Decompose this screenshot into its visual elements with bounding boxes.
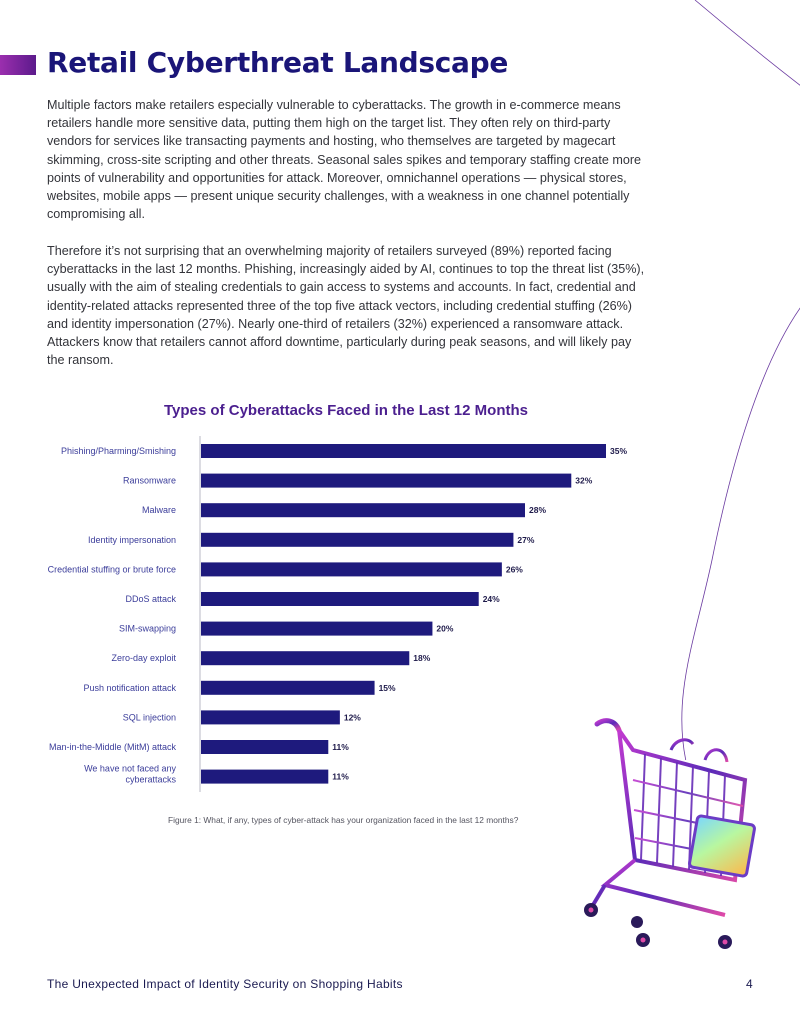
bar-11: [201, 770, 328, 784]
body-paragraph-1: Multiple factors make retailers especially vulnerable to cyberattacks. The growth in e-commerce means retailers handle more sensitive data, putting them high on the target list. They often rely on third-party vendors for services like transacting payments and hosting, who themselves are targeted by magecart skimming, cross-site scripting and other threats. Seasonal sales spikes and temporary staffing create more points of vulnerability and opportunities for attack. Moreover, omnichannel operations — physical stores, websites, mobile apps — present unique security challenges, with a weakness in one channel potentially compromising all.: [47, 98, 642, 222]
category-label-1: Ransomware: [122, 475, 176, 486]
body-paragraph-2: Therefore it’s not surprising that an overwhelming majority of retailers surveyed (89%) reported facing cyberattacks in the last 12 months. Phishing, increasingly aided by AI, continues to top the threat list (35%), usually with the aim of stealing credentials to gain access to systems and accounts. In fact, credential and identity-related attacks represented three of the top five attack vectors, including credential stuffing (26%) and identity impersonation (27%). Nearly one-third of retailers (32%) experienced a ransomware attack. Attackers know that retailers cannot afford downtime, particularly during peak seasons, and will likely pay the ransom.: [47, 244, 645, 368]
bar-value-label-10: 11%: [332, 742, 349, 752]
page-number: 4: [746, 977, 753, 991]
category-label-10: Man-in-the-Middle (MitM) attack: [48, 742, 176, 752]
bar-value-label-5: 24%: [482, 594, 500, 604]
bar-3: [201, 533, 513, 547]
category-label-0: Phishing/Pharming/Smishing: [60, 446, 176, 456]
category-label-7: Zero-day exploit: [111, 653, 176, 664]
bar-value-label-8: 15%: [378, 682, 396, 693]
category-label-2: Malware: [141, 505, 176, 516]
bar-5: [201, 592, 479, 606]
bar-value-label-4: 26%: [505, 564, 523, 575]
category-label-4: Credential stuffing or brute force: [47, 564, 176, 575]
bar-8: [201, 681, 375, 695]
bar-value-label-11: 11%: [332, 771, 349, 782]
chart-title: Types of Cyberattacks Faced in the Last 12 Months: [164, 402, 528, 419]
bar-6: [201, 622, 432, 636]
shopping-cart-image: [575, 710, 775, 960]
bar-7: [201, 651, 409, 665]
figure-caption: Figure 1: What, if any, types of cyber-attack has your organization faced in the last 12 months?: [168, 815, 519, 825]
bar-0: [201, 444, 606, 458]
bar-4: [201, 562, 502, 576]
category-label-5: DDoS attack: [125, 594, 176, 604]
bar-value-label-3: 27%: [517, 534, 535, 545]
bar-2: [201, 503, 525, 517]
category-label-11: We have not faced any cyberattacks: [84, 763, 176, 785]
title-accent-bar: [0, 55, 36, 75]
category-label-6: SIM-swapping: [118, 623, 176, 634]
bar-value-label-6: 20%: [436, 623, 454, 634]
bar-1: [201, 474, 571, 488]
bar-9: [201, 710, 340, 724]
bar-value-label-2: 28%: [529, 505, 547, 516]
bar-value-label-1: 32%: [575, 475, 593, 486]
category-label-9: SQL injection: [122, 712, 176, 723]
bar-10: [201, 740, 328, 754]
bar-value-label-9: 12%: [343, 712, 361, 723]
page-title: Retail Cyberthreat Landscape: [47, 46, 509, 79]
bar-value-label-7: 18%: [413, 653, 431, 664]
category-label-3: Identity impersonation: [87, 534, 176, 545]
footer-title: The Unexpected Impact of Identity Security on Shopping Habits: [47, 977, 403, 991]
bar-value-label-0: 35%: [610, 446, 628, 456]
category-label-8: Push notification attack: [83, 682, 176, 693]
